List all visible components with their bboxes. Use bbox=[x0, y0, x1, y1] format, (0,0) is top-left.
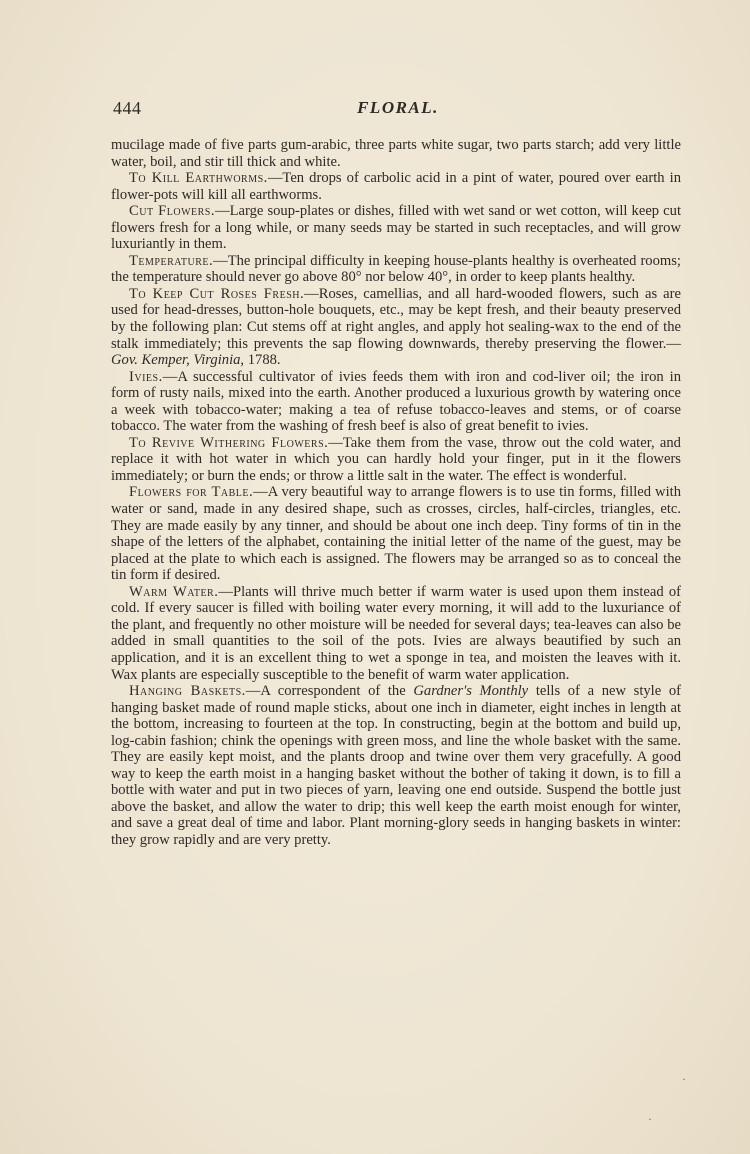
paragraph-attribution: Gardner's Monthly bbox=[413, 683, 529, 700]
paragraph-text: —Large soup-plates or dishes, filled with wet sand or wet cotton, will keep cut flowers fresh for a long while, or many seeds may be started in such receptacles, and will grow luxuriantly in them. bbox=[111, 203, 682, 253]
page-header bbox=[113, 98, 683, 120]
paragraph-attribution: Gov. Kemper, Virginia, bbox=[111, 352, 245, 369]
paragraph-text: mucilage made of five parts gum-arabic, three parts white sugar, two parts starch; add very little water, boil, and stir till thick and white. bbox=[111, 137, 681, 170]
paragraph-temperature bbox=[111, 253, 681, 286]
paragraph-tail: 1788. bbox=[244, 352, 281, 369]
paragraph-heading: Warm Water. bbox=[129, 583, 219, 600]
paper-speck: · bbox=[682, 1072, 686, 1086]
running-head: FLORAL. bbox=[357, 98, 439, 117]
paragraph-heading: Flowers for Table. bbox=[129, 484, 254, 501]
paragraph-heading: Temperature. bbox=[129, 252, 214, 269]
paragraph-flowers-for-table bbox=[111, 484, 681, 583]
page-body bbox=[111, 137, 681, 849]
paragraph-tail: tells of a new style of hanging basket made of round maple sticks, about one inch in diameter, eight inches in length at the bottom, increasing to fourteen at the top. In constructing, begin at the bottom and build up, log-cabin fashion; chink the openings with green moss, and line the whole basket with the same. They are easily kept moist, and the plants droop and twine over them very gracefully. A good way to keep the earth moist in a hanging basket without the bother of taking it down, is to fill a bottle with water and put in two pieces of yarn, leaving one end outside. Suspend the bottle just above the basket, and allow the water to drip; this well keep the earth moist enough for winter, and save a great deal of time and labor. Plant morning-glory seeds in hanging baskets in winter: they grow rapidly and are very pretty. bbox=[111, 683, 682, 848]
paragraph-kill-earthworms bbox=[111, 170, 681, 203]
paragraph-text: —Roses, camellias, and all hard-wooded flowers, such as are used for head-dresses, button-hole bouquets, etc., may be kept fresh, and their beauty preserved by the following plan: Cut stems off at right angles, and apply hot sealing-wax to the end of the stalk immediately; this prevents the sap flowing downwards, thereby preserving the flower.— bbox=[111, 285, 682, 352]
paragraph-keep-cut-roses-fresh bbox=[111, 286, 681, 369]
paragraph-heading: To Kill Earthworms. bbox=[129, 170, 268, 187]
paragraph-heading: To Keep Cut Roses Fresh. bbox=[129, 285, 305, 302]
paragraph-text: —A correspondent of the bbox=[245, 683, 414, 700]
paragraph-text: —The principal difficulty in keeping house-plants healthy is overheated rooms; the temperature should never go above 80° nor below 40°, in order to keep plants healthy. bbox=[111, 252, 681, 286]
paper-speck: · bbox=[648, 1112, 652, 1126]
paragraph-hanging-baskets bbox=[111, 683, 681, 848]
paragraph-warm-water bbox=[111, 584, 681, 683]
paragraph-heading: Hanging Baskets. bbox=[129, 683, 246, 700]
paragraph-heading: Cut Flowers. bbox=[129, 203, 216, 220]
paragraph-text: —Plants will thrive much better if warm water is used upon them instead of cold. If every saucer is filled with boiling water every morning, it will add to the luxuriance of the plant, and frequently no other moisture will be needed for several days; tea-leaves can also be added in small quantities to the soil of the pots. Ivies are always beautified by such an application, and it is an excellent thing to wet a sponge in tea, and moisten the leaves with it. Wax plants are especially susceptible to the benefit of warm water application. bbox=[111, 583, 681, 683]
page-number: 444 bbox=[113, 98, 142, 118]
paragraph-text: —A very beautiful way to arrange flowers is to use tin forms, filled with water or sand, made in any desired shape, such as crosses, circles, half-circles, triangles, etc. They are made easily by any tinner, and should be about one inch deep. Tiny forms of tin in the shape of the letters of the alphabet, containing the initial letter of the name of the guest, may be placed at the plate to which each is assigned. The flowers may be arranged so as to conceal the tin form if desired. bbox=[111, 484, 681, 584]
paragraph-ivies bbox=[111, 369, 681, 435]
paragraph-revive-withering-flowers bbox=[111, 435, 681, 485]
paragraph-heading: Ivies. bbox=[129, 368, 163, 385]
paragraph-cut-flowers bbox=[111, 203, 681, 253]
paragraph-text: —Take them from the vase, throw out the cold water, and replace it with hot water in which you can hardly hold your finger, put in it the flowers immediately; or burn the ends; or throw a little salt in the water. The effect is wonderful. bbox=[111, 434, 681, 484]
paragraph-continuation bbox=[111, 137, 681, 170]
paragraph-heading: To Revive Withering Flowers. bbox=[129, 434, 329, 451]
paragraph-text: —A successful cultivator of ivies feeds them with iron and cod-liver oil; the iron in form of rusty nails, mixed into the earth. Another produced a luxurious growth by watering once a week with tobacco-water; making a tea of refuse tobacco-leaves and stems, or of coarse tobacco. The water from the washing of fresh beef is also of great benefit to ivies. bbox=[111, 368, 681, 435]
paragraph-text: —Ten drops of carbolic acid in a pint of water, poured over earth in flower-pots will kill all earthworms. bbox=[111, 170, 681, 203]
